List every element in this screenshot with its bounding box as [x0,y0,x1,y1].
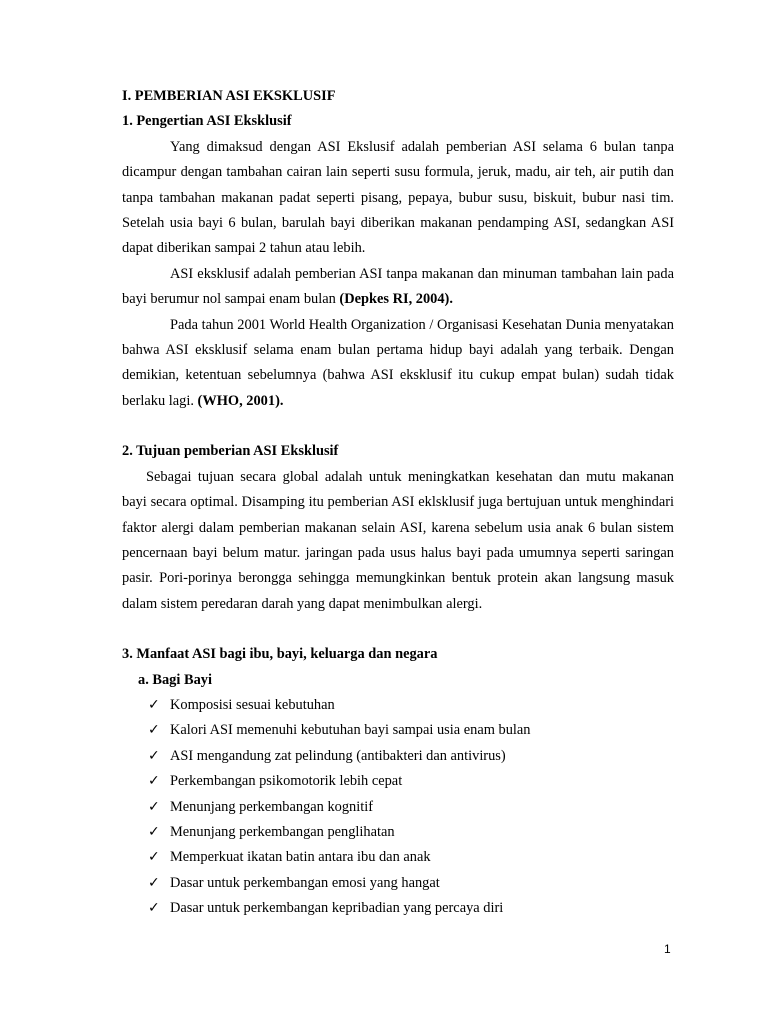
document-title: I. PEMBERIAN ASI EKSKLUSIF [122,88,336,104]
citation-depkes: (Depkes RI, 2004). [339,291,453,308]
section-2-heading: 2. Tujuan pemberian ASI Eksklusif [122,443,339,460]
checkmark-icon: ✓ [148,874,160,891]
document-body [122,84,674,922]
checklist-item [148,718,674,743]
citation-who: (WHO, 2001). [197,392,284,409]
section-1-heading: 1. Pengertian ASI Eksklusif [122,113,292,130]
checklist-item [148,896,674,921]
checkmark-icon: ✓ [148,823,160,840]
checklist-item [148,744,674,769]
checklist-item-text: Menunjang perkembangan kognitif [170,798,374,815]
checklist-item [148,845,674,870]
section-2-paragraph-1: Sebagai tujuan secara global adalah untuk meningkatkan kesehatan dan mutu makanan bayi secara optimal. Disamping itu pemberian ASI eklsklusif juga bertujuan untuk menghindari faktor alergi dalam pemberian makanan selain ASI, karena sebelum usia anak 6 bulan sistem pencernaan bayi belum matur. jaringan pada usus halus bayi pada umumnya seperti saringan pasir. Pori-porinya berongga sehingga memungkinkan bentuk protein akan langsung masuk dalam sistem peredaran darah yang dapat menimbulkan alergi. [122,468,674,612]
benefits-checklist [122,693,674,922]
checklist-item-text: Menunjang perkembangan penglihatan [170,823,395,840]
checklist-item-text: Dasar untuk perkembangan emosi yang hangat [170,874,440,891]
section-1-paragraph-3 [122,313,674,415]
checklist-item-text: Memperkuat ikatan batin antara ibu dan anak [170,849,431,866]
checklist-item [148,769,674,794]
checklist-item-text: Komposisi sesuai kebutuhan [170,696,335,713]
section-3-subheading-bayi: a. Bagi Bayi [138,671,212,688]
section-1-paragraph-2-text: ASI eksklusif adalah pemberian ASI tanpa makanan dan minuman tambahan lain pada bayi berumur nol sampai enam bulan [122,265,674,308]
checkmark-icon: ✓ [148,900,160,917]
checklist-item-text: Dasar untuk perkembangan kepribadian yang percaya diri [170,900,504,917]
checkmark-icon: ✓ [148,747,160,764]
checklist-item-text: Perkembangan psikomotorik lebih cepat [170,773,403,790]
checklist-item [148,871,674,896]
checklist-item [148,693,674,718]
checkmark-icon: ✓ [148,696,160,713]
checkmark-icon: ✓ [148,773,160,790]
checkmark-icon: ✓ [148,722,160,739]
checklist-item-text: ASI mengandung zat pelindung (antibakteri dan antivirus) [170,747,506,764]
section-1-paragraph-3-text: Pada tahun 2001 World Health Organization / Organisasi Kesehatan Dunia menyatakan bahwa ASI eksklusif selama enam bulan pertama hidup bayi adalah yang terbaik. Dengan demikian, ketentuan sebelumnya (bahwa ASI eksklusif itu cukup empat bulan) sudah tidak berlaku lagi. [122,316,674,409]
section-spacer [122,617,674,642]
checkmark-icon: ✓ [148,849,160,866]
section-1-paragraph-2 [122,262,674,313]
section-1-paragraph-1: Yang dimaksud dengan ASI Ekslusif adalah pemberian ASI selama 6 bulan tanpa dicampur dengan tambahan cairan lain seperti susu formula, jeruk, madu, air teh, air putih dan tanpa tambahan makanan padat seperti pisang, pepaya, bubur susu, biskuit, bubur nasi tim. Setelah usia bayi 6 bulan, barulah bayi diberikan makanan pendamping ASI, sedangkan ASI dapat diberikan sampai 2 tahun atau lebih. [122,138,674,257]
checklist-item [148,795,674,820]
checklist-item-text: Kalori ASI memenuhi kebutuhan bayi sampai usia enam bulan [170,722,531,739]
section-3-heading: 3. Manfaat ASI bagi ibu, bayi, keluarga dan negara [122,646,438,663]
checklist-item [148,820,674,845]
checkmark-icon: ✓ [148,798,160,815]
page-number: 1 [664,942,671,956]
section-spacer [122,414,674,439]
